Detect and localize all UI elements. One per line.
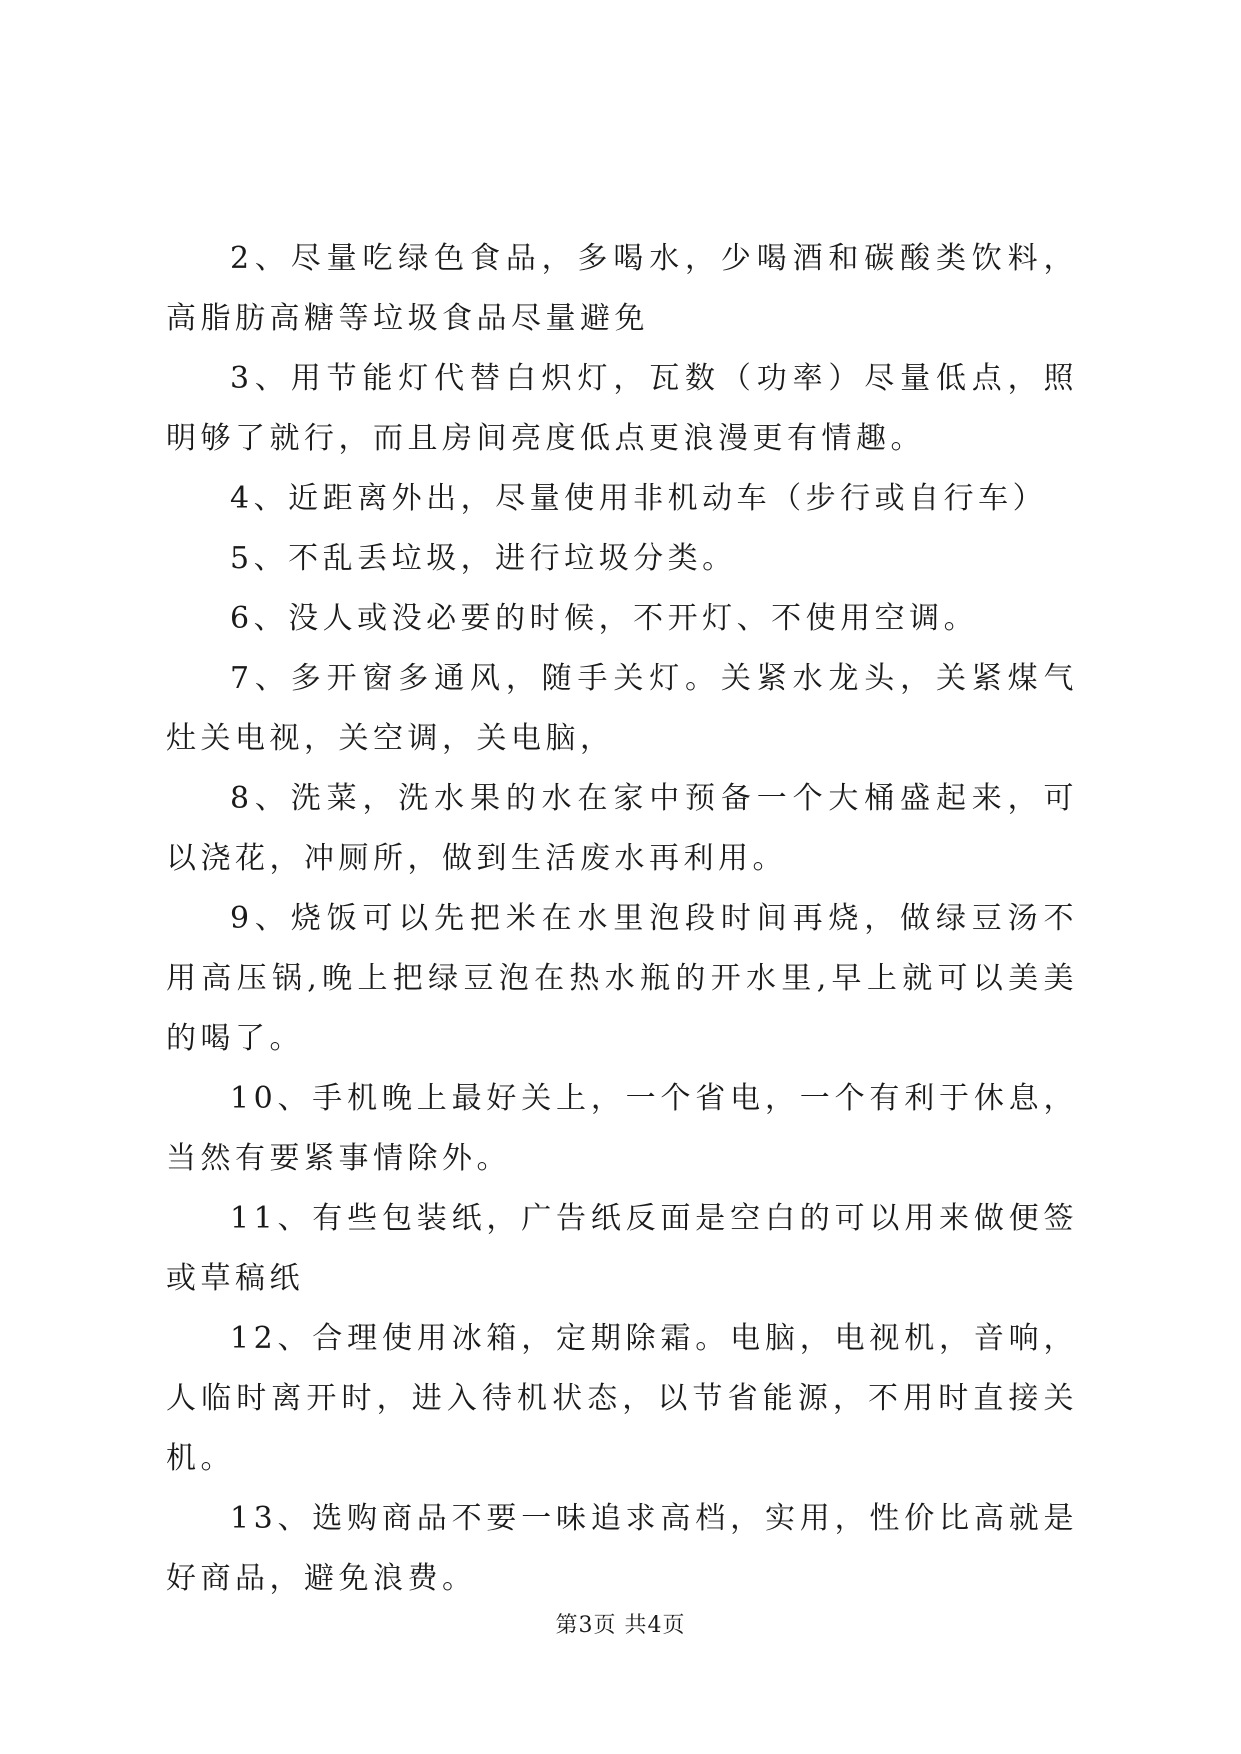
paragraph-item-5: 5、不乱丢垃圾，进行垃圾分类。 <box>230 541 737 576</box>
paragraph-item-6: 6、没人或没必要的时候，不开灯、不使用空调。 <box>230 601 979 636</box>
paragraph-item-2: 2、尽量吃绿色食品，多喝水，少喝酒和碳酸类饮料，高脂肪高糖等垃圾食品尽量避免 <box>166 241 1078 336</box>
paragraph-item-11: 11、有些包装纸，广告纸反面是空白的可以用来做便签或草稿纸 <box>166 1201 1078 1296</box>
paragraph-item-3: 3、用节能灯代替白炽灯，瓦数（功率）尽量低点，照明够了就行，而且房间亮度低点更浪漫更有情趣。 <box>166 361 1078 456</box>
page-number-footer: 第3页 共4页 <box>555 1613 686 1638</box>
paragraph-item-8: 8、洗菜，洗水果的水在家中预备一个大桶盛起来，可以浇花，冲厕所，做到生活废水再利用。 <box>166 781 1078 876</box>
document-body <box>166 229 1078 1609</box>
paragraph-item-9: 9、烧饭可以先把米在水里泡段时间再烧，做绿豆汤不用高压锅,晚上把绿豆泡在热水瓶的开水里,早上就可以美美的喝了。 <box>166 901 1078 1056</box>
paragraph-item-4: 4、近距离外出，尽量使用非机动车（步行或自行车） <box>230 481 1048 516</box>
paragraph-item-7: 7、多开窗多通风，随手关灯。关紧水龙头，关紧煤气灶关电视，关空调，关电脑， <box>166 661 1078 756</box>
paragraph-item-13: 13、选购商品不要一味追求高档，实用，性价比高就是好商品，避免浪费。 <box>166 1501 1078 1596</box>
paragraph-item-12: 12、合理使用冰箱，定期除霜。电脑，电视机，音响，人临时离开时，进入待机状态，以节省能源，不用时直接关机。 <box>166 1321 1078 1476</box>
paragraph-item-10: 10、手机晚上最好关上，一个省电，一个有利于休息，当然有要紧事情除外。 <box>166 1081 1078 1176</box>
